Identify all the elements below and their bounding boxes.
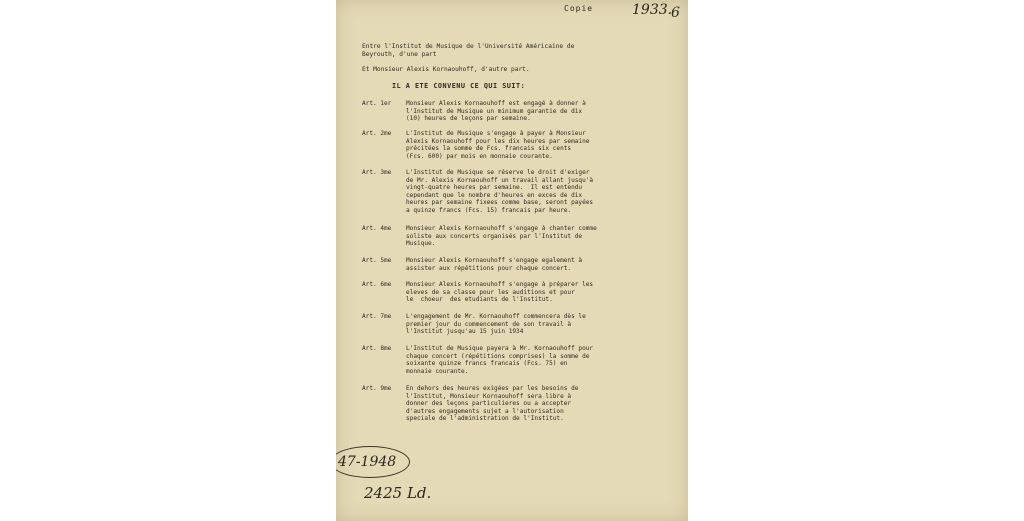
contract-party-2: Et Monsieur Alexis Kornaouhoff, d'autre part. (362, 66, 530, 73)
handwritten-date: 1933. (632, 2, 673, 18)
archive-number: 2425 Ld. (364, 484, 432, 502)
contract-party-1: Entre l'Institut de Musique de l'Université Américaine de Beyrouth, d'une part (362, 43, 575, 58)
article-label: Art. 5me (362, 257, 392, 264)
article-label: Art. 7me (362, 313, 392, 320)
article-label: Art. 3me (362, 169, 392, 176)
article-text: L'Institut de Musique se réserve le droit d'exiger de Mr. Alexis Kornaouhoff un travail allant jusqu'à vingt-quatre heures par semaine. Il est entendu cependant que le nombre d'heures en exces de dix heures par semaine fixees comme base, seront payées a quinze francs (Fcs. 15) francais par heure. (406, 169, 594, 214)
article-label: Art. 9me (362, 385, 392, 392)
article-label: Art. 4me (362, 225, 392, 232)
article-label: Art. 1er (362, 100, 392, 107)
article-text: En dehors des heures exigées par les besoins de l'Institut, Monsieur Kornaouhoff sera libre à donner des leçons particulieres ou a accepter d'autres engagements sujet a l'autorisation speciale de l'administration de l'Institut. (406, 385, 579, 423)
article-text: L'Institut de Musique payera à Mr. Kornaouhoff pour chaque concert (répétitions comprises) la somme de soixante quinze francs francais (Fcs. 75) en monnaie courante. (406, 345, 594, 375)
article-label: Art. 2me (362, 130, 392, 137)
article-text: Monsieur Alexis Kornaouhoff est engagé à donner à l'Institut de Musique un minimum garantie de dix (10) heures de leçons par semaine. (406, 100, 586, 123)
article-text: L'Institut de Musique s'engage à payer à Monsieur Alexis Kornaouhoff pour les dix heures par semaine précitées la somme de Fcs. francais six cents (Fcs. 600) par mois en monnaie courante. (406, 130, 590, 160)
article-label: Art. 6me (362, 281, 392, 288)
article-text: Monsieur Alexis Kornaouhoff s'engage à préparer les eleves de sa classe pour les auditions et pour le choeur des etudiants de l'Institut. (406, 281, 594, 304)
article-text: Monsieur Alexis Kornaouhoff s'engage à chanter comme soliste aux concerts organisés par l'Institut de Musique. (406, 225, 597, 248)
article-text: L'engagement de Mr. Kornaouhoff commencera dès le premier jour du commencement de son travail à l'Institut jusqu'au 15 juin 1934 (406, 313, 586, 336)
handwritten-page-number: 6 (671, 5, 680, 21)
article-text: Monsieur Alexis Kornaouhoff s'engage egalement à assister aux répétitions pour chaque concert. (406, 257, 583, 272)
article-label: Art. 8me (362, 345, 392, 352)
copy-mark: Copie (564, 4, 594, 13)
agreement-heading: IL A ETE CONVENU CE QUI SUIT: (392, 82, 526, 90)
archive-reference: 47-1948 (338, 454, 397, 470)
document-page (336, 0, 688, 521)
